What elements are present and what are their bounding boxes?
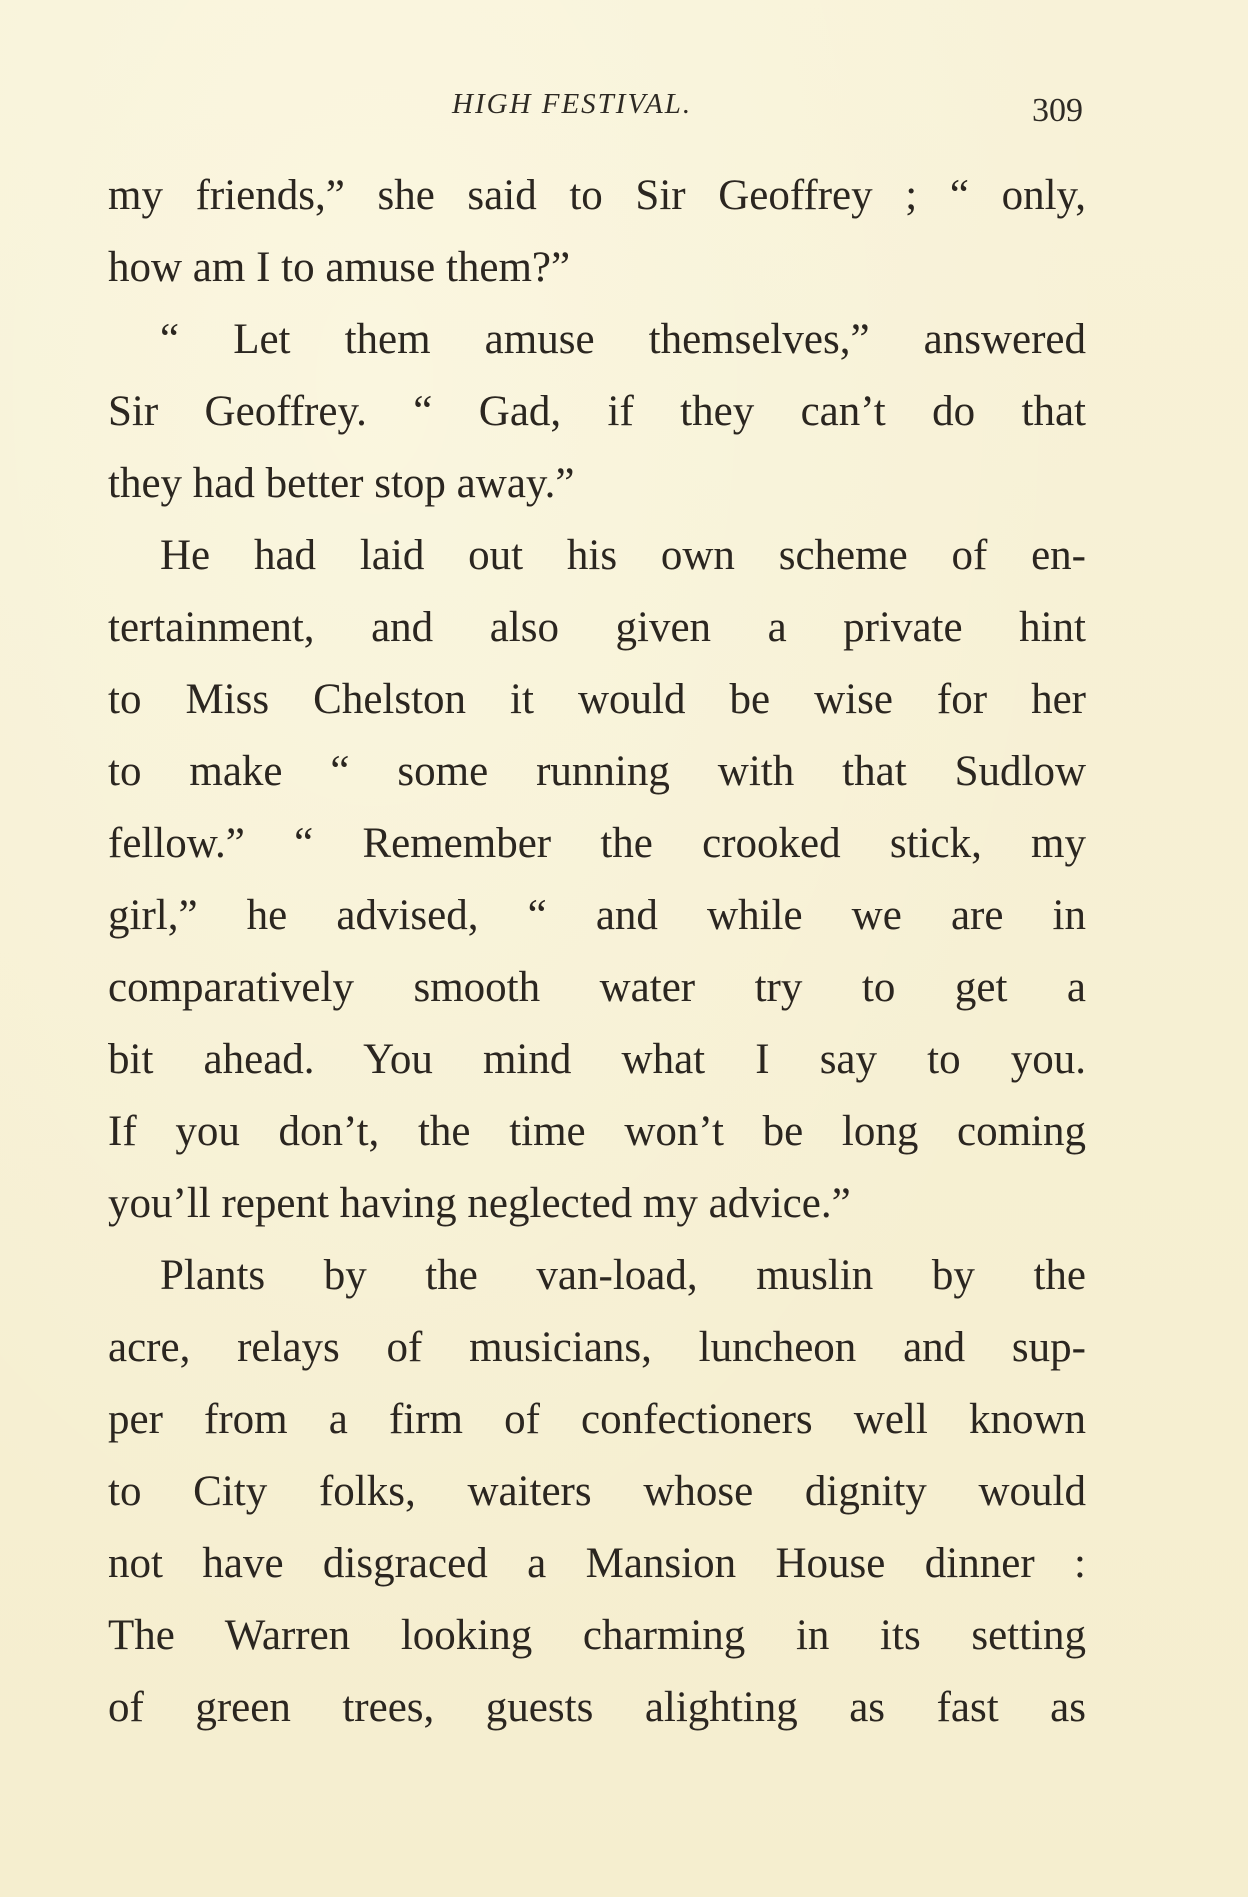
text-line: tertainment, and also given a private hint	[108, 604, 1086, 651]
text-line: If you don’t, the time won’t be long coming	[108, 1108, 1086, 1155]
text-line: Sir Geoffrey. “ Gad, if they can’t do that	[108, 388, 1086, 435]
text-line: fellow.” “ Remember the crooked stick, my	[108, 820, 1086, 867]
text-line: to City folks, waiters whose dignity would	[108, 1468, 1086, 1515]
text-line: bit ahead. You mind what I say to you.	[108, 1036, 1086, 1083]
running-head-title: HIGH FESTIVAL.	[452, 88, 693, 120]
text-line: how am I to amuse them?”	[108, 244, 571, 291]
text-line: my friends,” she said to Sir Geoffrey ; “ only,	[108, 172, 1086, 219]
text-line: “ Let them amuse themselves,” answered	[160, 316, 1086, 363]
text-line: comparatively smooth water try to get a	[108, 964, 1086, 1011]
text-line: to make “ some running with that Sudlow	[108, 748, 1086, 795]
text-line: they had better stop away.”	[108, 460, 575, 507]
text-line: to Miss Chelston it would be wise for her	[108, 676, 1086, 723]
text-line: you’ll repent having neglected my advice.”	[108, 1180, 851, 1227]
running-head	[0, 88, 1248, 128]
body-text	[108, 160, 1086, 1744]
text-line: girl,” he advised, “ and while we are in	[108, 892, 1086, 939]
text-line: He had laid out his own scheme of en-	[160, 532, 1086, 579]
text-line: per from a firm of confectioners well known	[108, 1396, 1086, 1443]
text-line: of green trees, guests alighting as fast as	[108, 1684, 1086, 1731]
text-line: not have disgraced a Mansion House dinner :	[108, 1540, 1086, 1587]
text-line: Plants by the van-load, muslin by the	[160, 1252, 1086, 1299]
text-line: acre, relays of musicians, luncheon and sup-	[108, 1324, 1086, 1371]
page-number: 309	[1032, 92, 1083, 129]
text-line: The Warren looking charming in its setting	[108, 1612, 1086, 1659]
